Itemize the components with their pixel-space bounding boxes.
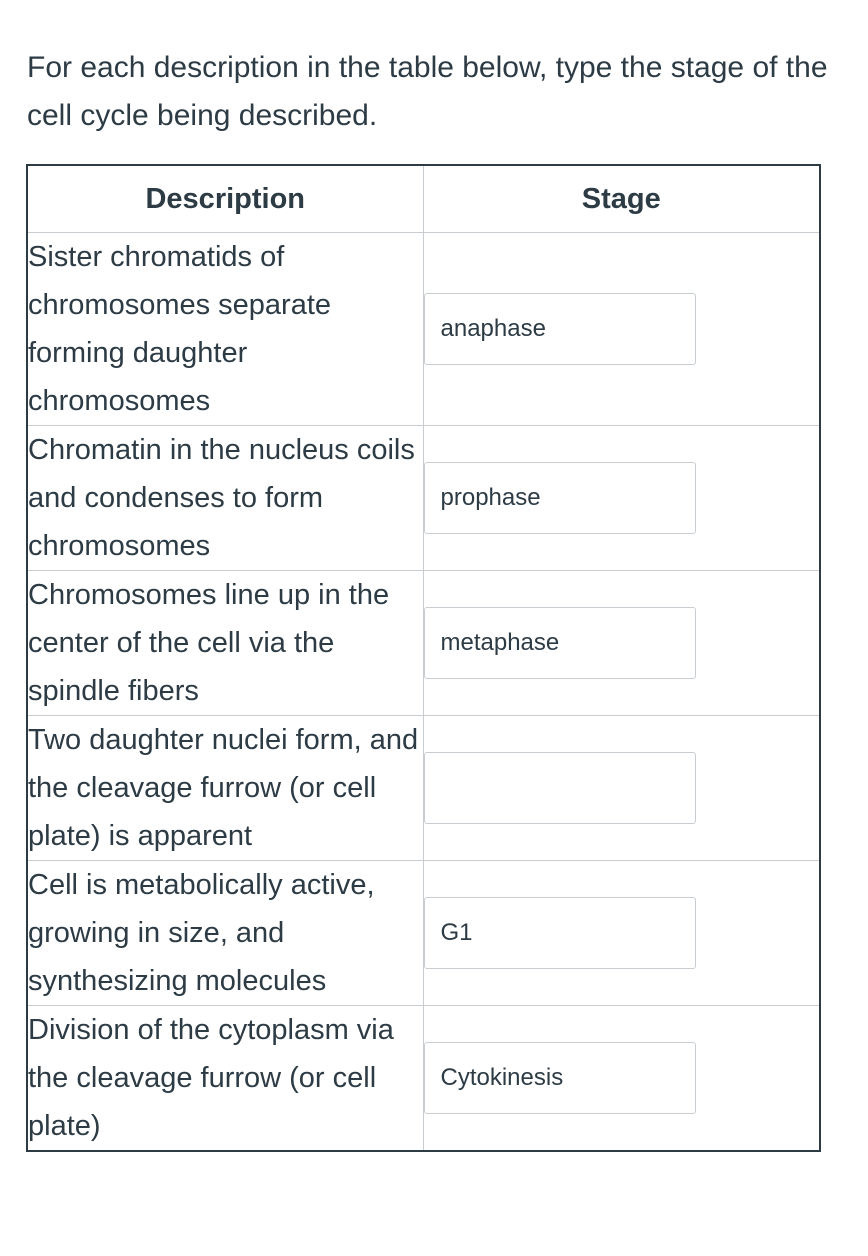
- table-header-row: [27, 165, 820, 233]
- table-row: [27, 861, 820, 1006]
- table-row: [27, 716, 820, 861]
- header-stage: Stage: [423, 165, 820, 233]
- stage-cell: [423, 571, 820, 716]
- description-cell: Sister chromatids of chromosomes separate forming daughter chromosomes: [27, 233, 423, 426]
- stage-answer-input[interactable]: prophase: [424, 462, 696, 534]
- description-cell: Cell is metabolically active, growing in size, and synthesizing molecules: [27, 861, 423, 1006]
- table-row: [27, 233, 820, 426]
- table-row: [27, 1006, 820, 1152]
- description-cell: Two daughter nuclei form, and the cleavage furrow (or cell plate) is apparent: [27, 716, 423, 861]
- description-cell: Chromatin in the nucleus coils and condenses to form chromosomes: [27, 426, 423, 571]
- description-cell: Division of the cytoplasm via the cleavage furrow (or cell plate): [27, 1006, 423, 1152]
- cell-cycle-table: [26, 164, 821, 1152]
- stage-answer-input[interactable]: metaphase: [424, 607, 696, 679]
- stage-answer-input[interactable]: anaphase: [424, 293, 696, 365]
- stage-cell: [423, 716, 820, 861]
- stage-cell: [423, 861, 820, 1006]
- table-row: [27, 426, 820, 571]
- description-cell: Chromosomes line up in the center of the cell via the spindle fibers: [27, 571, 423, 716]
- header-description: Description: [27, 165, 423, 233]
- stage-cell: [423, 233, 820, 426]
- stage-answer-input[interactable]: Cytokinesis: [424, 1042, 696, 1114]
- stage-cell: [423, 426, 820, 571]
- stage-answer-input[interactable]: G1: [424, 897, 696, 969]
- question-prompt: For each description in the table below, type the stage of the cell cycle being described.: [27, 51, 828, 132]
- table-row: [27, 571, 820, 716]
- stage-answer-input[interactable]: [424, 752, 696, 824]
- stage-cell: [423, 1006, 820, 1152]
